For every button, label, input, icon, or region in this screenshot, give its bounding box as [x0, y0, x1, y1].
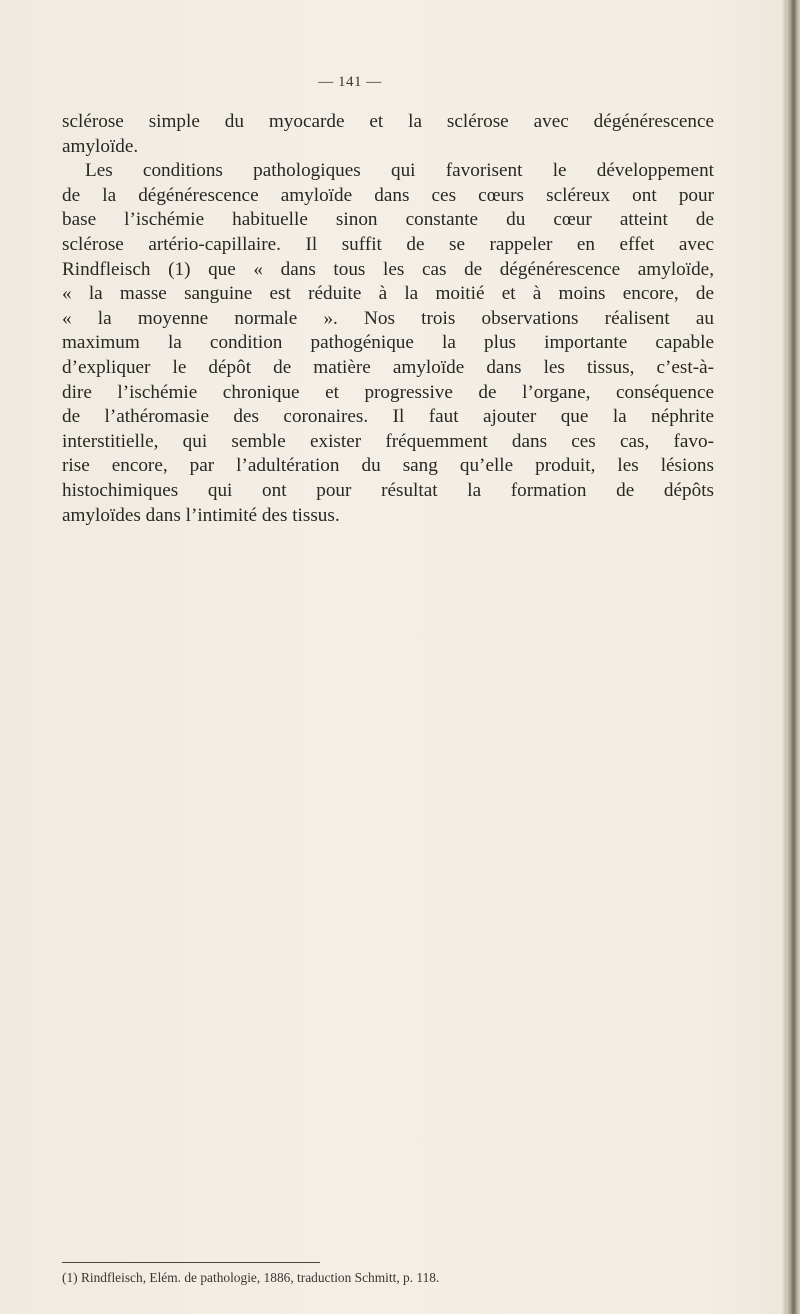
- text-line: Les conditions pathologiques qui favorisent le développement: [85, 160, 714, 182]
- text-line: « la masse sanguine est réduite à la moitié et à moins encore, de: [62, 283, 714, 305]
- footnote-divider: [62, 1262, 320, 1263]
- text-line: base l’ischémie habituelle sinon constante du cœur atteint de: [62, 209, 714, 231]
- text-line: dire l’ischémie chronique et progressive de l’organe, conséquence: [62, 381, 714, 403]
- text-line: Rindfleisch (1) que « dans tous les cas de dégénérescence amyloïde,: [62, 258, 714, 280]
- text-line: de la dégénérescence amyloïde dans ces cœurs scléreux ont pour: [62, 184, 714, 206]
- text-line: histochimiques qui ont pour résultat la formation de dépôts: [62, 479, 714, 501]
- body-text: [62, 110, 714, 528]
- text-line: maximum la condition pathogénique la plus importante capable: [62, 332, 714, 354]
- text-line: de l’athéromasie des coronaires. Il faut ajouter que la néphrite: [62, 406, 714, 428]
- text-line: amyloïdes dans l’intimité des tissus.: [62, 504, 340, 526]
- text-line: « la moyenne normale ». Nos trois observations réalisent au: [62, 307, 714, 329]
- text-line: sclérose simple du myocarde et la sclérose avec dégénérescence: [62, 111, 714, 132]
- text-line: d’expliquer le dépôt de matière amyloïde dans les tissus, c’est-à-: [62, 356, 714, 378]
- footnote: (1) Rindfleisch, Elém. de pathologie, 1886, traduction Schmitt, p. 118.: [62, 1270, 440, 1285]
- text-line: sclérose artério-capillaire. Il suffit de se rappeler en effet avec: [62, 233, 714, 255]
- text-line: interstitielle, qui semble exister fréquemment dans ces cas, favo-: [62, 430, 714, 452]
- text-line: rise encore, par l’adultération du sang qu’elle produit, les lésions: [62, 455, 714, 477]
- text-line: amyloïde.: [62, 135, 139, 157]
- book-spine: [786, 0, 800, 1314]
- page-number: — 141 —: [318, 74, 382, 90]
